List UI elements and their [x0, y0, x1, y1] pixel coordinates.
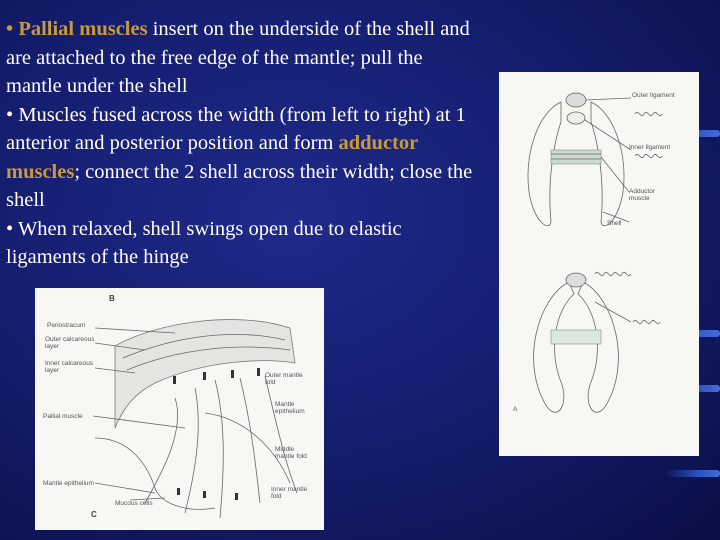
bullet-marker: •: [6, 103, 14, 126]
bullet-marker: •: [6, 18, 14, 40]
label-inner-mantle-fold: Inner mantle fold: [271, 486, 308, 500]
bullet-marker: •: [6, 217, 14, 240]
label-outer-ligament: Outer ligament: [632, 92, 675, 99]
label-middle-mantle-fold: Middle mantle fold: [275, 446, 307, 460]
label-outer-mantle-fold: Outer mantle fold: [265, 372, 303, 386]
bullet-text: Muscles fused across the width (from left to right) at 1 anterior and posterior position and form: [6, 103, 466, 154]
label-inner-ligament: Inner ligament: [629, 144, 671, 151]
bullet-text: insert on the underside of the shell and are attached to the free edge of the mantle; pull the mantle under the shell: [6, 18, 470, 97]
label-outer-calcareous-layer: Outer calcareous layer: [45, 336, 95, 350]
bullet-adductor-muscles: [6, 101, 476, 215]
label-panel-c: C: [91, 510, 97, 519]
label-panel-a: A: [513, 406, 518, 413]
label-panel-b: B: [109, 294, 115, 303]
bullet-pallial-muscles: [6, 15, 476, 101]
label-adductor-muscle: Adductor muscle: [629, 188, 656, 202]
label-pallial-muscle: Pallial muscle: [43, 413, 83, 420]
mantle-section-figure: [35, 288, 324, 530]
slide-body-text: [6, 15, 476, 272]
label-inner-calcareous-layer: Inner calcareous layer: [45, 360, 94, 374]
label-mantle-epithelium-top: Mantle epithelium: [275, 401, 305, 415]
term-pallial-muscles: Pallial muscles: [18, 18, 148, 40]
bivalve-diagram: [499, 72, 699, 456]
bullet-text: When relaxed, shell swings open due to elastic ligaments of the hinge: [6, 217, 402, 268]
bullet-text: ; connect the 2 shell across their width; close the shell: [6, 160, 473, 211]
label-periostracum: Periostracum: [47, 322, 86, 329]
label-mucous-cells: Mucous cells: [115, 500, 153, 507]
bullet-ligaments: [6, 215, 476, 272]
label-shell: Shell: [607, 220, 622, 227]
label-mantle-epithelium-bottom: Mantle epithelium: [43, 480, 94, 487]
decor-streak: [665, 470, 720, 477]
bivalve-cross-section-figure: [499, 72, 699, 456]
term-adductor-muscles: adductor muscles: [6, 132, 418, 183]
